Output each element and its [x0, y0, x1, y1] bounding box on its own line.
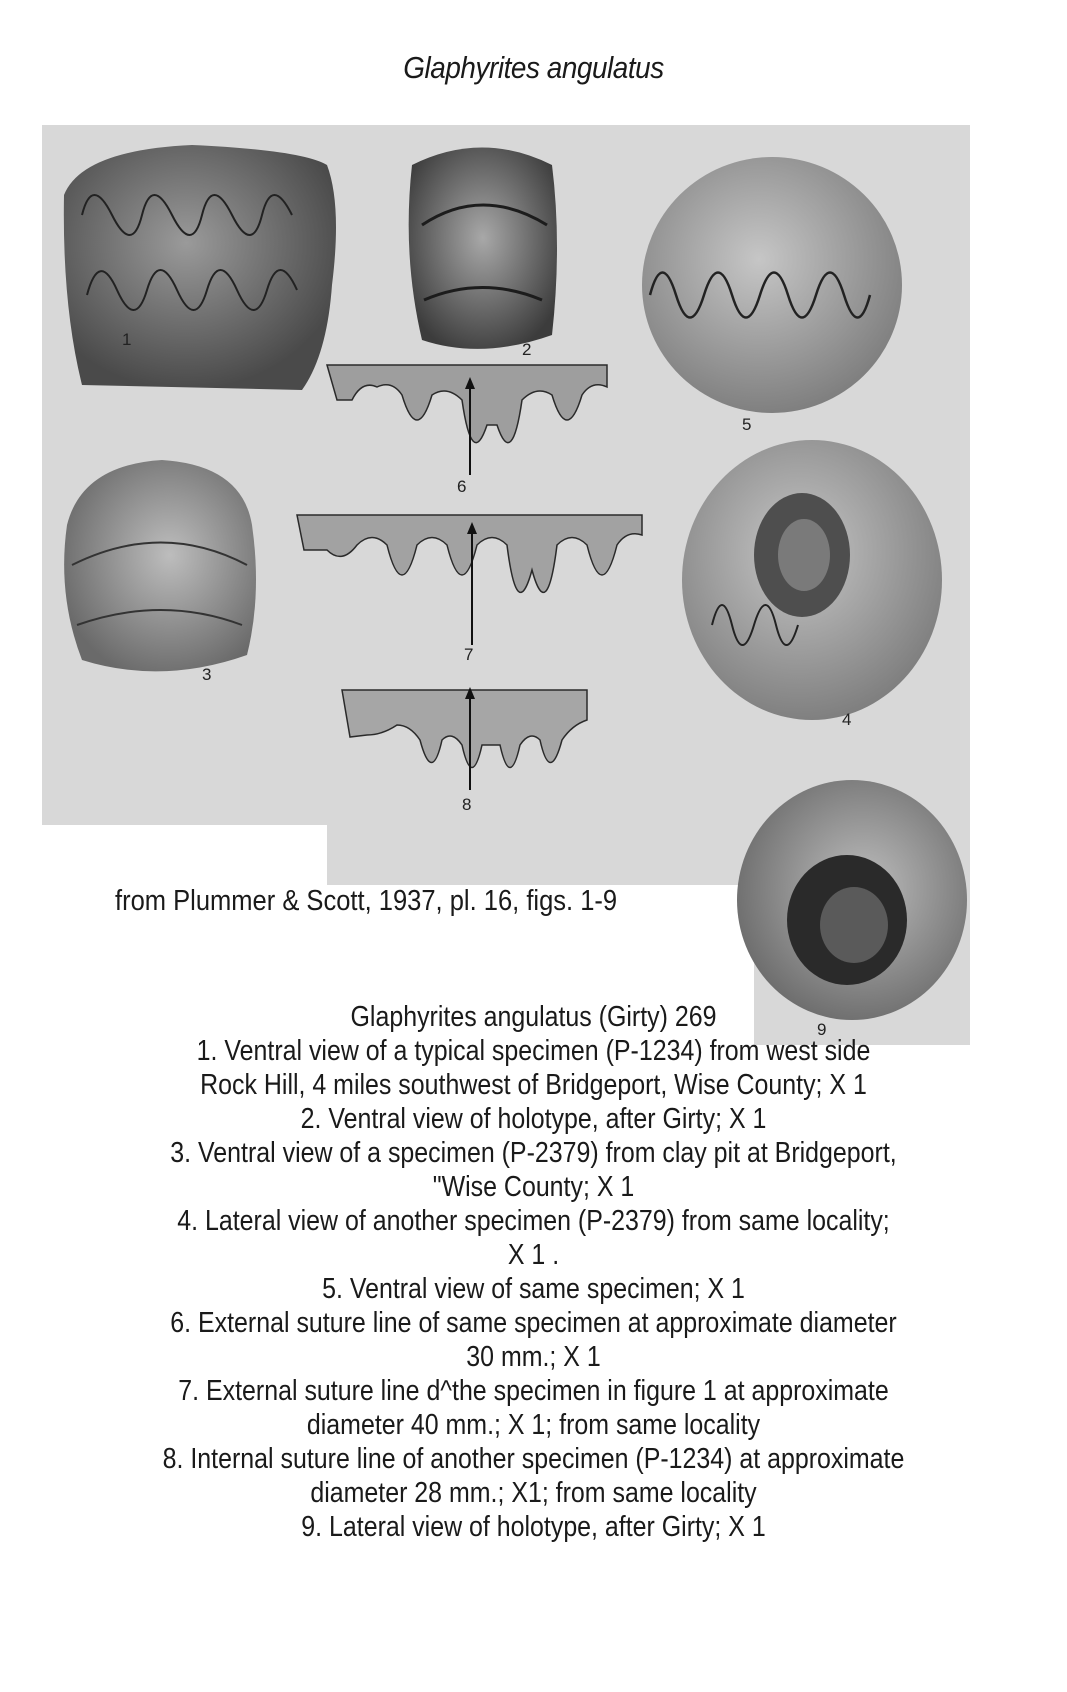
caption-line: 5. Ventral view of same specimen; X 1: [322, 1273, 745, 1305]
caption-line: 7. External suture line d^the specimen in figure 1 at approximate: [178, 1375, 889, 1407]
source-credit: from Plummer & Scott, 1937, pl. 16, figs. 1-9: [115, 885, 618, 917]
figure-2-specimen: [409, 148, 557, 349]
figure-number-9: 9: [817, 1020, 827, 1039]
caption-line: 1. Ventral view of a typical specimen (P-1234) from west side: [196, 1035, 871, 1067]
caption-line: 9. Lateral view of holotype, after Girty; X 1: [301, 1511, 766, 1543]
figure-number-8: 8: [462, 795, 472, 814]
page-title: Glaphyrites angulatus: [403, 50, 664, 85]
caption-line: Rock Hill, 4 miles southwest of Bridgeport, Wise County; X 1: [200, 1069, 867, 1101]
caption-line: 6. External suture line of same specimen at approximate diameter: [170, 1307, 897, 1339]
figure-number-5: 5: [742, 415, 752, 434]
figure-number-2: 2: [522, 340, 532, 359]
caption-line: 30 mm.; X 1: [466, 1341, 601, 1373]
figure-caption: [0, 1000, 1067, 1544]
figure-4-specimen: [682, 440, 942, 720]
caption-line: "Wise County; X 1: [432, 1171, 635, 1203]
caption-line: 4. Lateral view of another specimen (P-2379) from same locality;: [177, 1205, 890, 1237]
figure-5-specimen: [642, 157, 902, 413]
caption-line: X 1 .: [507, 1239, 560, 1271]
figure-9-specimen: [737, 780, 967, 1020]
figure-number-1: 1: [122, 330, 132, 349]
figure-number-7: 7: [464, 645, 474, 664]
figure-3-specimen: [64, 460, 256, 671]
caption-line: diameter 28 mm.; X1; from same locality: [310, 1477, 757, 1509]
figure-number-3: 3: [202, 665, 212, 684]
caption-line: 3. Ventral view of a specimen (P-2379) from clay pit at Bridgeport,: [170, 1137, 897, 1169]
caption-heading: Glaphyrites angulatus (Girty) 269: [350, 1001, 717, 1033]
figure-1-specimen: [64, 145, 336, 390]
figure-number-6: 6: [457, 477, 467, 496]
figure-number-4: 4: [842, 710, 852, 729]
caption-line: 8. Internal suture line of another specimen (P-1234) at approximate: [162, 1443, 905, 1475]
caption-line: diameter 40 mm.; X 1; from same locality: [306, 1409, 761, 1441]
caption-line: 2. Ventral view of holotype, after Girty; X 1: [300, 1103, 767, 1135]
